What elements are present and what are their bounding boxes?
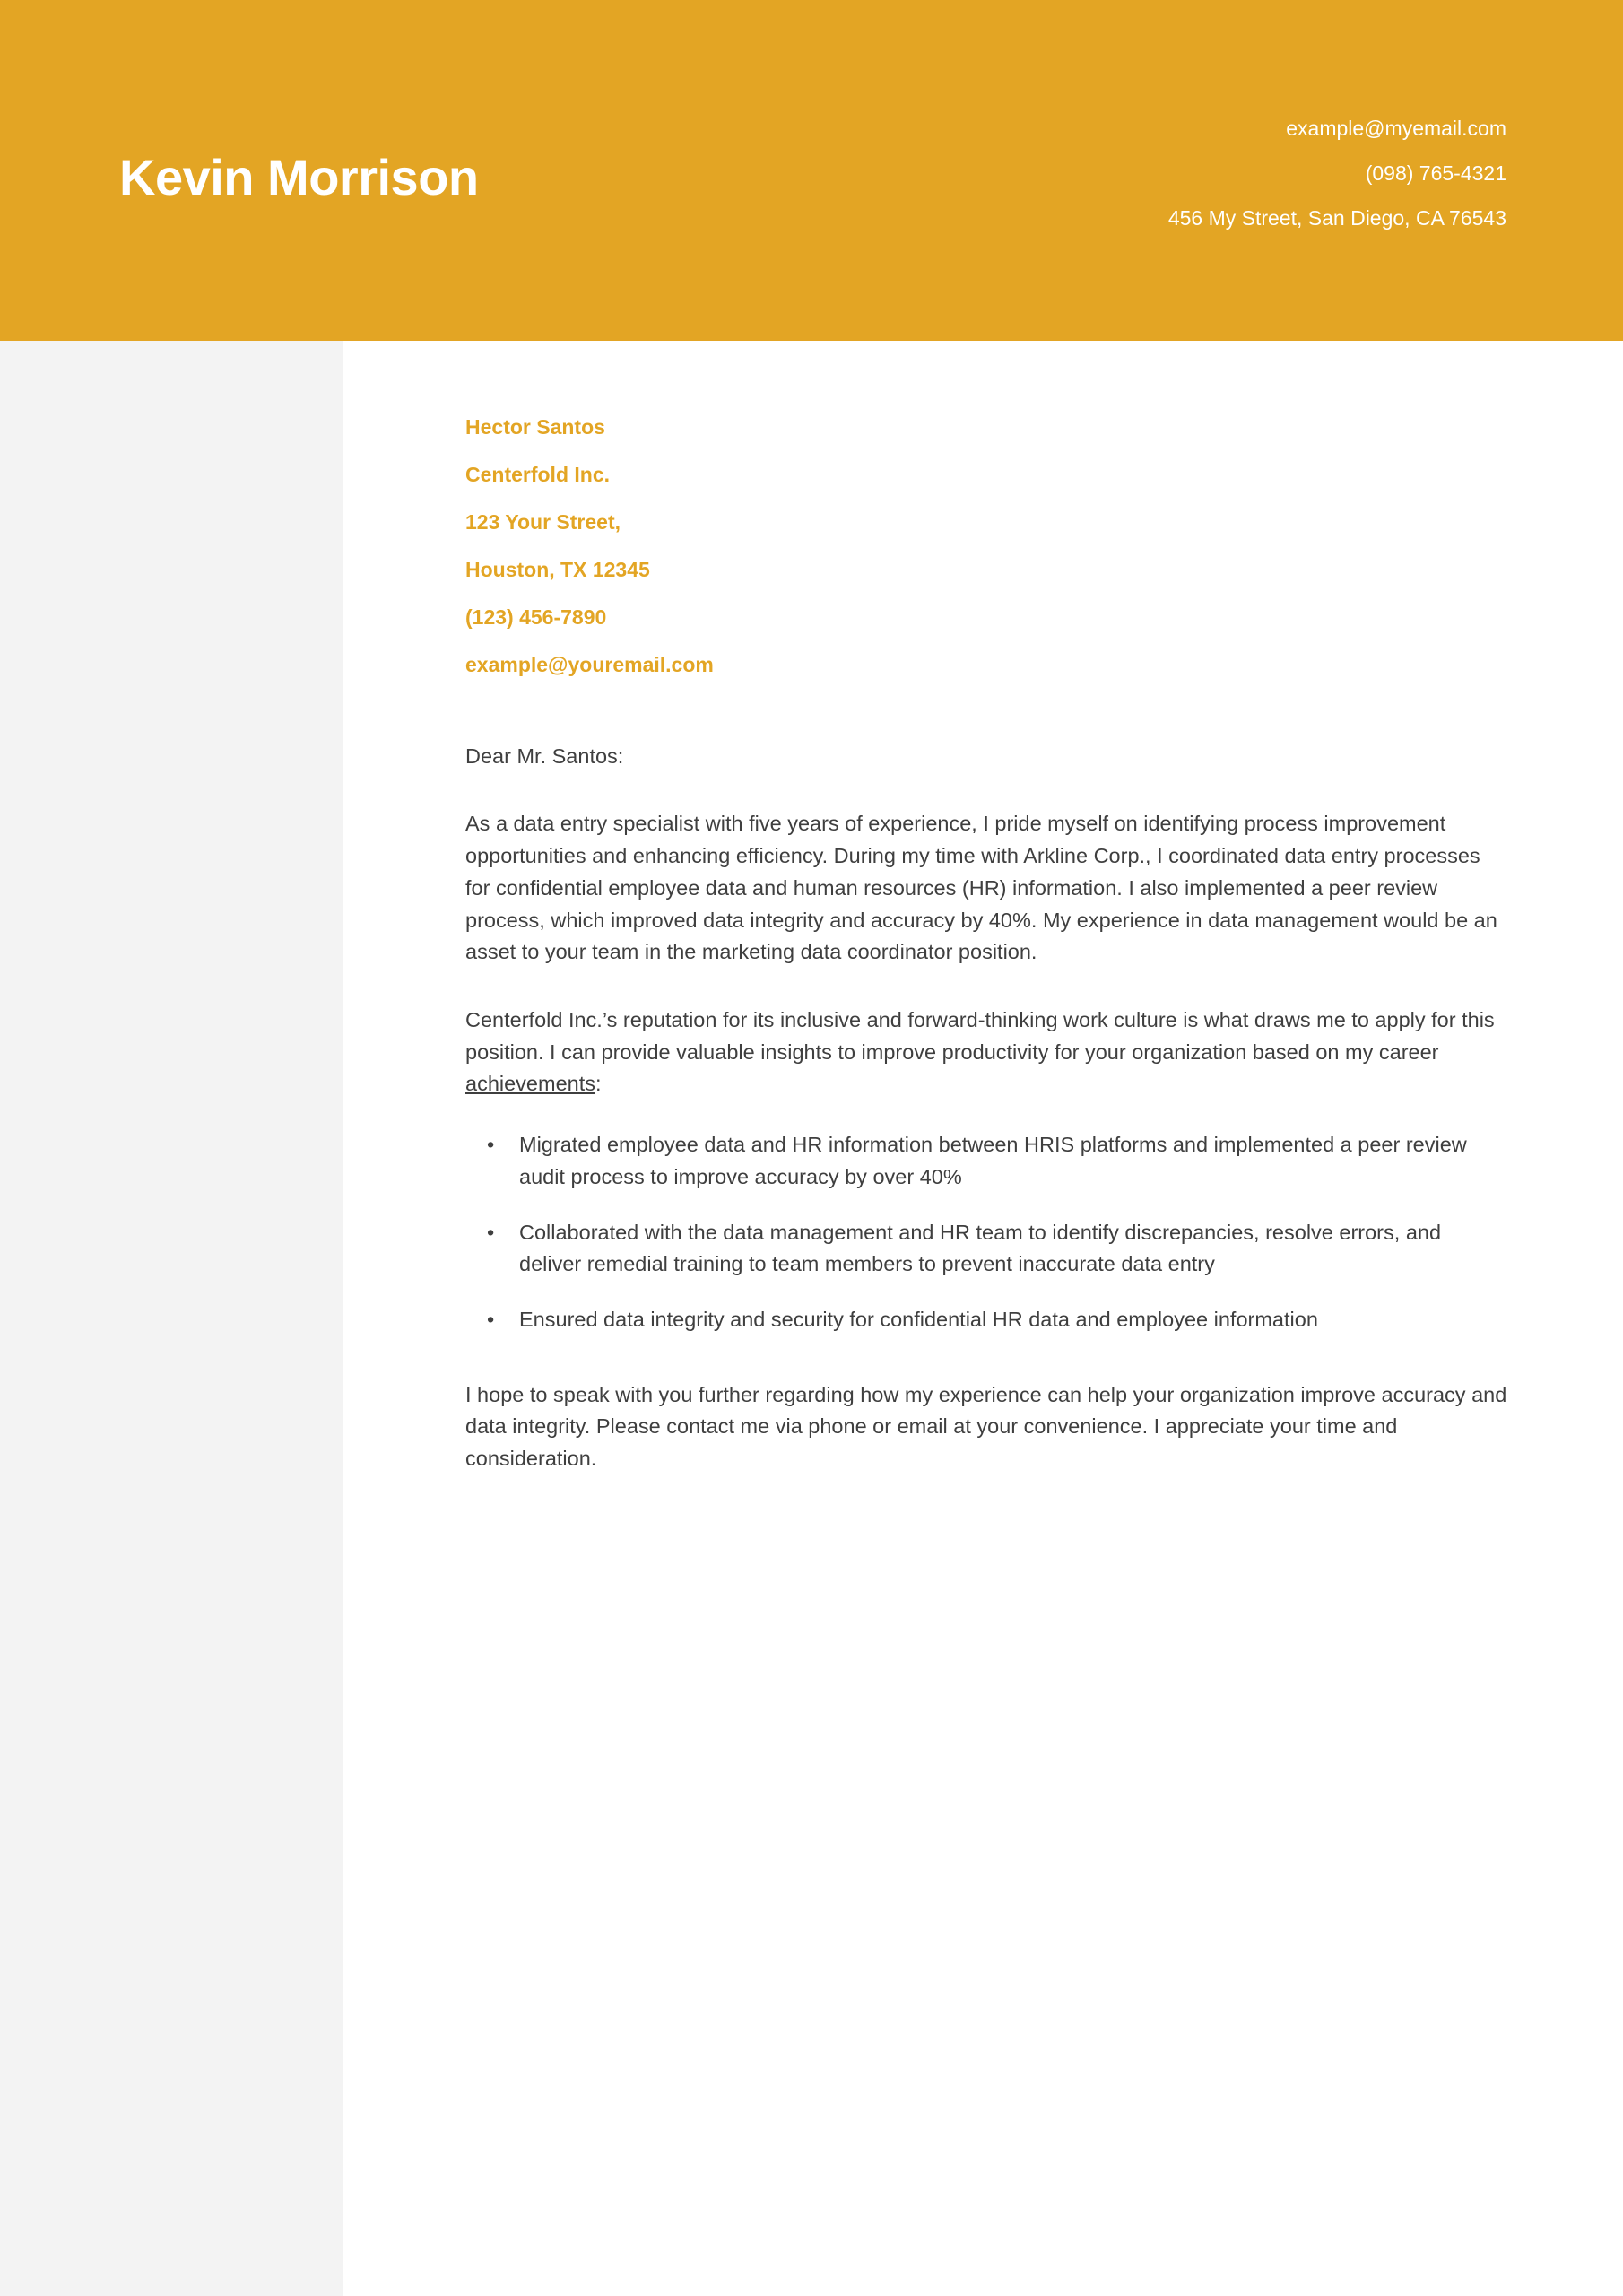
paragraph-2-suffix: : — [595, 1072, 602, 1096]
letter-body — [343, 341, 1623, 2296]
applicant-email[interactable]: example@myemail.com — [1286, 117, 1506, 140]
list-item: • Collaborated with the data management and HR team to identify discrepancies, resolve errors, and deliver remedial training to team members to prevent inaccurate data entry — [510, 1217, 1508, 1281]
list-item: • Migrated employee data and HR information between HRIS platforms and implemented a peer review audit process to improve accuracy by over 40% — [510, 1129, 1508, 1193]
recipient-name: Hector Santos — [465, 415, 605, 439]
achievements-list — [465, 1129, 1508, 1336]
applicant-address: 456 My Street, San Diego, CA 76543 — [1167, 206, 1506, 230]
recipient-block — [465, 417, 1508, 675]
recipient-phone[interactable]: (123) 456-7890 — [465, 605, 607, 629]
salutation: Dear Mr. Santos: — [465, 744, 624, 768]
paragraph-2-text: Centerfold Inc.’s reputation for its inclusive and forward-thinking work culture is what draws me to apply for this position. I can provide valuable insights to improve productivity for your organization based on my career — [465, 1008, 1495, 1064]
recipient-email[interactable]: example@youremail.com — [465, 653, 714, 676]
paragraph-2 — [465, 1004, 1508, 1100]
applicant-name: Kevin Morrison — [119, 149, 479, 205]
recipient-company: Centerfold Inc. — [465, 463, 611, 486]
applicant-contact-block — [1168, 118, 1506, 229]
closing-paragraph: I hope to speak with you further regarding how my experience can help your organization improve accuracy and data integrity. Please contact me via phone or email at your convenience. I appreciate your time and consideration. — [465, 1382, 1507, 1471]
header-band — [0, 0, 1623, 341]
paragraph-1: As a data entry specialist with five years of experience, I pride myself on identifying process improvement opportunities and enhancing efficiency. During my time with Arkline Corp., I coordinated data entry processes for confidential employee data and human resources (HR) information. I also implemented a peer review process, which improved data integrity and accuracy by 40%. My experience in data management would be an asset to your team in the marketing data coordinator position. — [465, 812, 1497, 964]
left-sidebar-rail — [0, 341, 343, 2296]
recipient-city-state-zip: Houston, TX 12345 — [465, 558, 650, 581]
applicant-phone[interactable]: (098) 765-4321 — [1365, 161, 1506, 185]
recipient-street: 123 Your Street, — [465, 510, 621, 534]
list-item: • Ensured data integrity and security for confidential HR data and employee information — [510, 1304, 1508, 1336]
achievements-link[interactable]: achievements — [465, 1072, 595, 1096]
